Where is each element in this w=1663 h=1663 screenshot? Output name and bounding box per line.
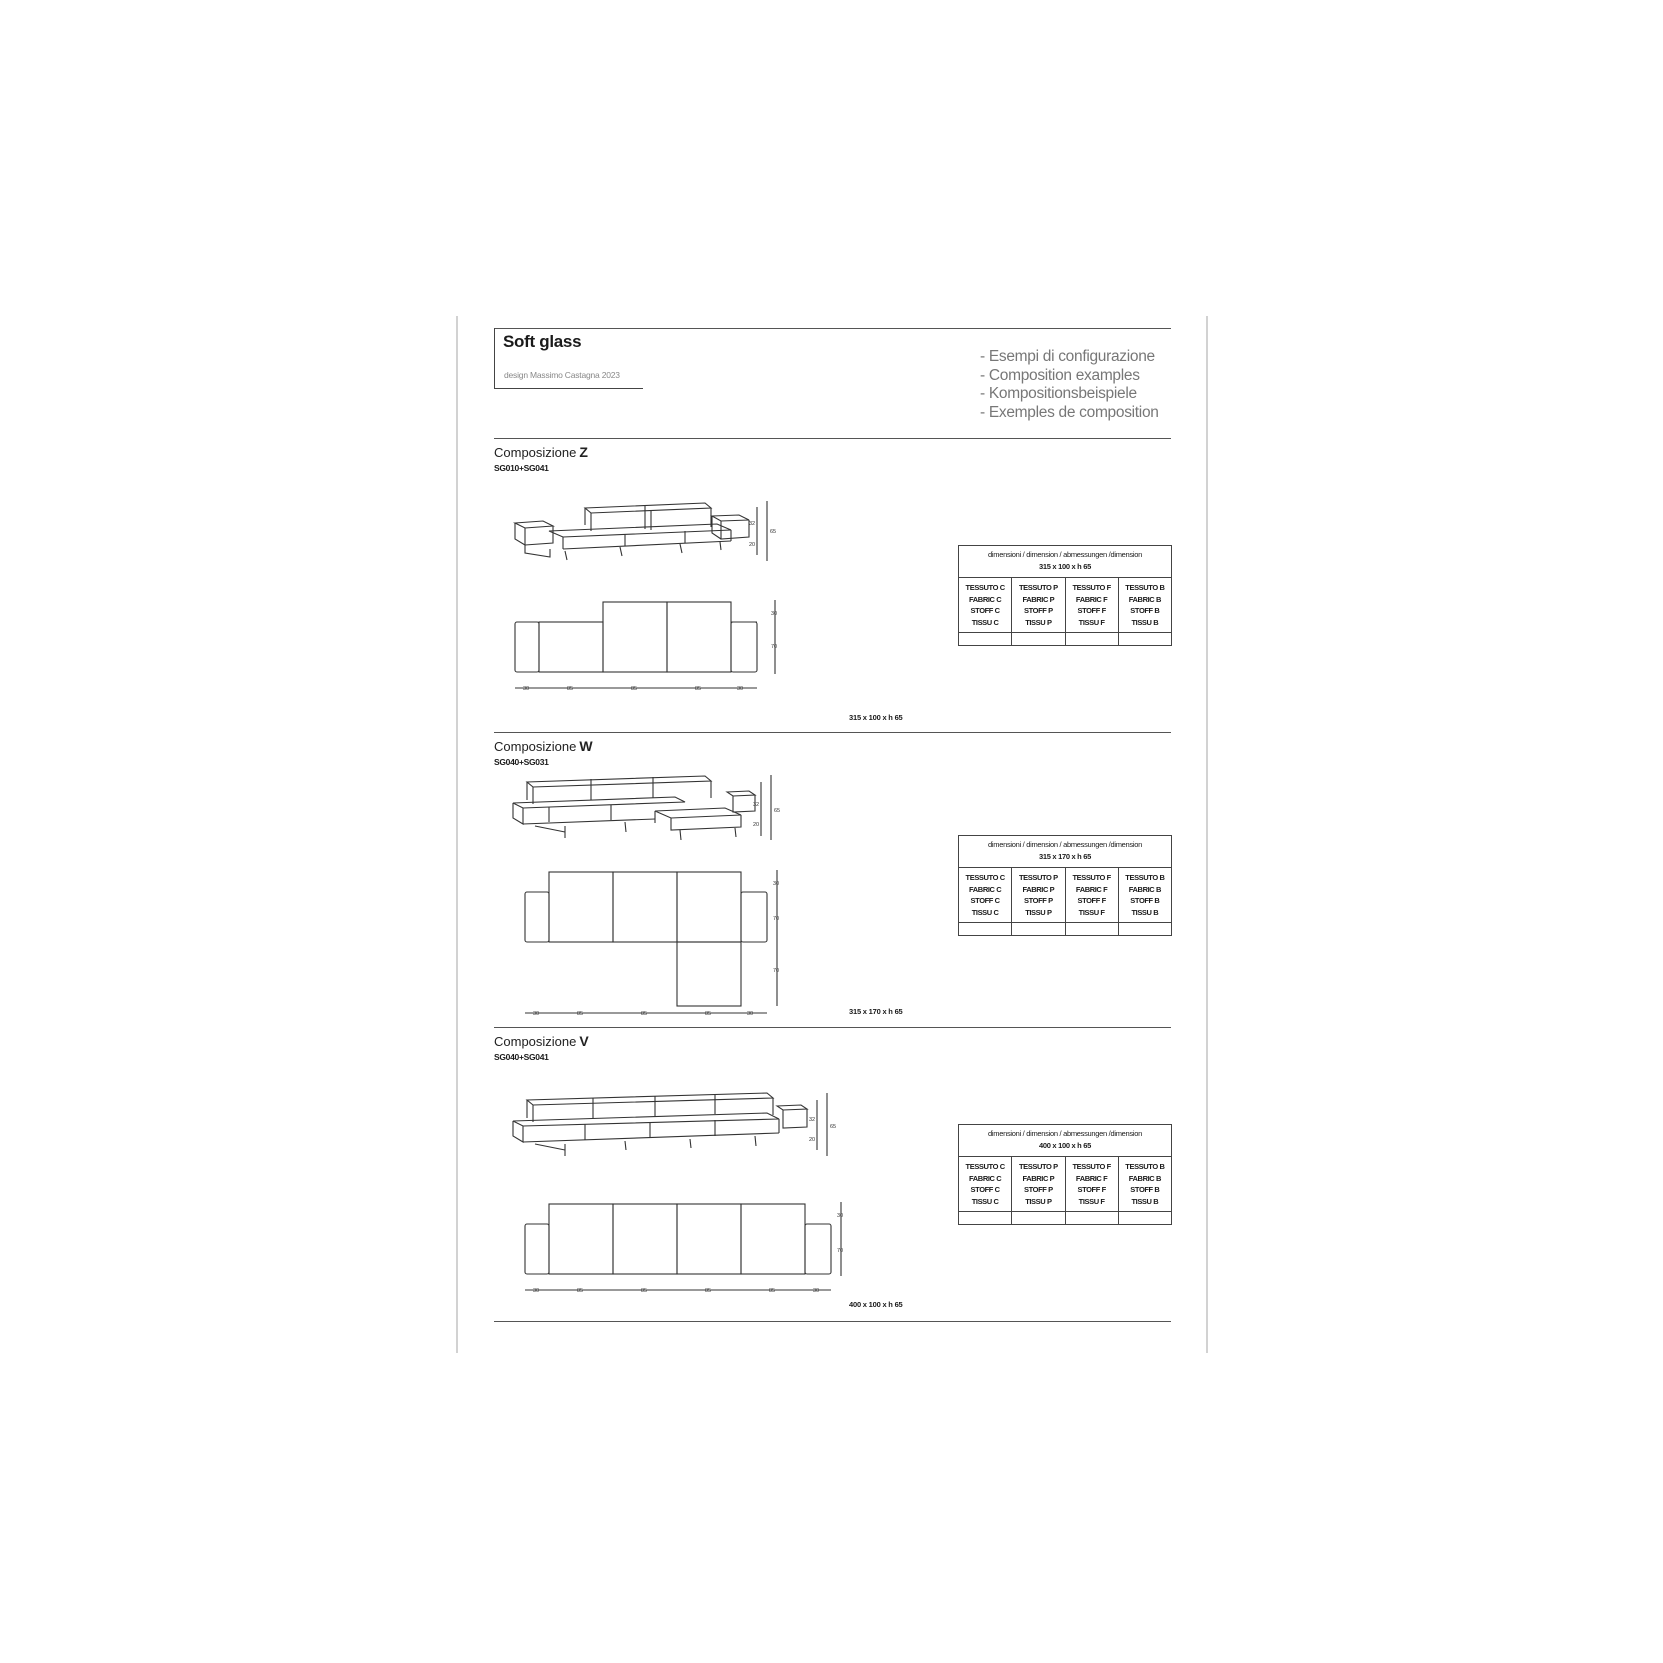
dim-width: 30 (747, 1011, 754, 1017)
fabric-table (958, 835, 1172, 936)
fabric-table (958, 1124, 1172, 1225)
section-rule (494, 1027, 1171, 1028)
dim-depth: 70 (837, 1248, 844, 1254)
dim-width: 85 (705, 1288, 712, 1294)
fabric-table (958, 545, 1172, 646)
page-title: Soft glass (503, 332, 582, 351)
fabric-table-header (959, 1125, 1171, 1157)
dim-height-total: 65 (774, 808, 781, 814)
composition-code: SG040+SG041 (494, 1052, 549, 1062)
dim-height-seatback: 32 (809, 1117, 816, 1123)
fabric-column-c: TESSUTO C FABRIC C STOFF C TISSU C (959, 1157, 1012, 1211)
dim-width: 85 (631, 686, 638, 692)
composition-v-plan-drawing (525, 1200, 855, 1295)
dim-width: 30 (533, 1011, 540, 1017)
dim-depth: 70 (771, 644, 778, 650)
dim-width: 85 (641, 1011, 648, 1017)
dim-width: 30 (737, 686, 744, 692)
fabric-price-row (959, 923, 1171, 935)
fabric-column-p: TESSUTO P FABRIC P STOFF P TISSU P (1012, 868, 1065, 922)
composition-z-plan-drawing (515, 598, 785, 693)
composition-letter: V (579, 1033, 589, 1049)
fabric-table-dimensions: 400 x 100 x h 65 (1039, 1141, 1091, 1150)
fabric-table-title: dimensioni / dimension / abmessungen /dimension (988, 550, 1142, 559)
dim-height-seatback: 32 (749, 521, 756, 527)
dim-width: 30 (813, 1288, 820, 1294)
dim-height-seatback: 32 (753, 802, 760, 808)
dim-width: 30 (533, 1288, 540, 1294)
composition-w-title (494, 738, 593, 754)
fabric-column-p: TESSUTO P FABRIC P STOFF P TISSU P (1012, 578, 1065, 632)
dim-width: 85 (577, 1011, 584, 1017)
dim-width: 85 (769, 1288, 776, 1294)
composition-z-title (494, 444, 588, 460)
composition-label: Composizione (494, 445, 577, 460)
dim-depth: 70 (773, 916, 780, 922)
fabric-price-row (959, 633, 1171, 645)
composition-code: SG010+SG041 (494, 463, 549, 473)
title-box (494, 328, 643, 389)
fabric-column-p: TESSUTO P FABRIC P STOFF P TISSU P (1012, 1157, 1065, 1211)
composition-w-perspective-drawing (505, 770, 785, 855)
fabric-column-f: TESSUTO F FABRIC F STOFF F TISSU F (1066, 578, 1119, 632)
footer-rule (494, 1321, 1171, 1322)
fabric-table-title: dimensioni / dimension / abmessungen /dimension (988, 840, 1142, 849)
dim-height-seat: 20 (749, 542, 756, 548)
page-left-border (456, 316, 458, 1353)
composition-code: SG040+SG031 (494, 757, 549, 767)
composition-v-perspective-drawing (505, 1088, 845, 1173)
composition-w-plan-drawing (525, 868, 795, 1018)
fabric-column-c: TESSUTO C FABRIC C STOFF C TISSU C (959, 868, 1012, 922)
header-bottom-rule (494, 438, 1171, 439)
composition-v-title (494, 1033, 589, 1049)
section-rule (494, 732, 1171, 733)
language-item: - Kompositionsbeispiele (980, 385, 1137, 402)
dim-width: 85 (695, 686, 702, 692)
fabric-table-title: dimensioni / dimension / abmessungen /dimension (988, 1129, 1142, 1138)
fabric-column-b: TESSUTO B FABRIC B STOFF B TISSU B (1125, 583, 1165, 627)
designer-credit: design Massimo Castagna 2023 (504, 370, 620, 380)
dim-depth: 70 (773, 968, 780, 974)
fabric-column-f: TESSUTO F FABRIC F STOFF F TISSU F (1066, 868, 1119, 922)
fabric-table-header (959, 546, 1171, 578)
fabric-column-b: TESSUTO B FABRIC B STOFF B TISSU B (1125, 873, 1165, 917)
dim-width: 85 (567, 686, 574, 692)
fabric-price-row (959, 1212, 1171, 1224)
dim-width: 85 (641, 1288, 648, 1294)
dim-height-total: 65 (830, 1124, 837, 1130)
fabric-column-c: TESSUTO C FABRIC C STOFF C TISSU C (959, 578, 1012, 632)
composition-total-dimensions: 315 x 100 x h 65 (849, 713, 903, 722)
dim-depth: 30 (771, 611, 778, 617)
composition-z-perspective-drawing (505, 495, 785, 575)
dim-height-total: 65 (770, 529, 777, 535)
composition-label: Composizione (494, 1034, 577, 1049)
dim-depth: 30 (837, 1213, 844, 1219)
language-list (980, 348, 1159, 422)
fabric-table-dimensions: 315 x 170 x h 65 (1039, 852, 1091, 861)
fabric-table-dimensions: 315 x 100 x h 65 (1039, 562, 1091, 571)
fabric-table-header (959, 836, 1171, 868)
dim-depth: 30 (773, 881, 780, 887)
dim-height-seat: 20 (809, 1137, 816, 1143)
page-right-border (1206, 316, 1208, 1353)
composition-letter: W (579, 738, 593, 754)
fabric-column-f: TESSUTO F FABRIC F STOFF F TISSU F (1066, 1157, 1119, 1211)
language-item: - Composition examples (980, 366, 1140, 384)
composition-total-dimensions: 400 x 100 x h 65 (849, 1300, 903, 1309)
composition-label: Composizione (494, 739, 577, 754)
dim-height-seat: 20 (753, 822, 760, 828)
language-item: - Esempi di configurazione (980, 348, 1155, 365)
dim-width: 85 (577, 1288, 584, 1294)
language-item: - Exemples de composition (980, 403, 1159, 421)
fabric-column-b: TESSUTO B FABRIC B STOFF B TISSU B (1125, 1162, 1165, 1206)
dim-width: 85 (705, 1011, 712, 1017)
dim-width: 30 (523, 686, 530, 692)
composition-total-dimensions: 315 x 170 x h 65 (849, 1007, 903, 1016)
composition-letter: Z (579, 444, 588, 460)
